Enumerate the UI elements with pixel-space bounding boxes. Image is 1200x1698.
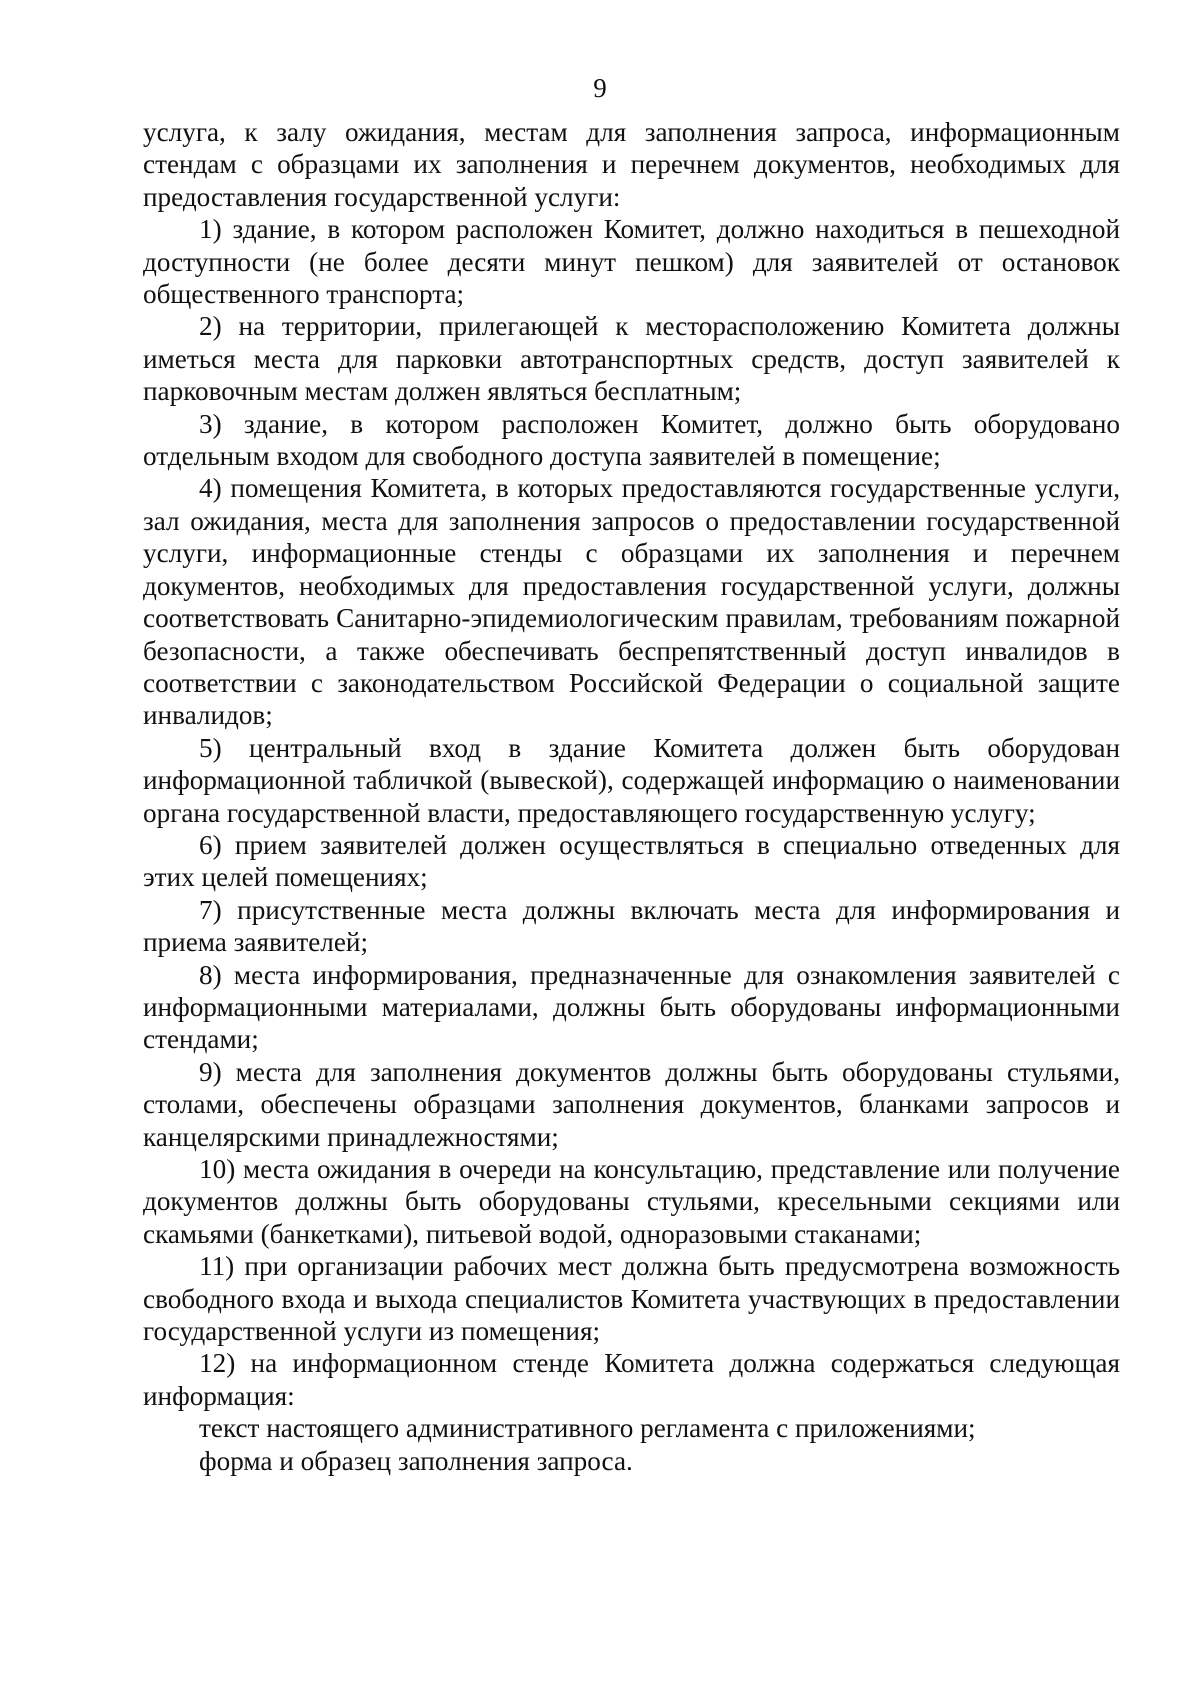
paragraph-intro: услуга, к залу ожидания, местам для заполнения запроса, информационным стендам с образцами их заполнения и перечнем документов, необходимых для предоставления государственной услуги: bbox=[143, 117, 1120, 212]
paragraph-item-4: 4) помещения Комитета, в которых предоставляются государственные услуги, зал ожидания, места для заполнения запросов о предоставлении государственной услуги, информационные стенды с образцами их заполнения и перечнем документов, необходимых для предоставления государственной услуги, должны соответствовать Санитарно-эпидемиологическим правилам, требованиям пожарной безопасности, а также обеспечивать беспрепятственный доступ инвалидов в соответствии с законодательством Российской Федерации о социальной защите инвалидов; bbox=[143, 473, 1120, 731]
paragraph-info-form: форма и образец заполнения запроса. bbox=[199, 1445, 633, 1476]
paragraph-item-3: 3) здание, в котором расположен Комитет, должно быть оборудовано отдельным входом для свободного доступа заявителей в помещение; bbox=[143, 408, 1120, 472]
paragraph-item-12: 12) на информационном стенде Комитета должна содержаться следующая информация: bbox=[143, 1348, 1120, 1411]
paragraph-item-6: 6) прием заявителей должен осуществляться в специально отведенных для этих целей помещениях; bbox=[143, 829, 1120, 893]
page-number: 9 bbox=[593, 73, 607, 103]
paragraph-item-1: 1) здание, в котором расположен Комитет, должно находиться в пешеходной доступности (не более десяти минут пешком) для заявителей от остановок общественного транспорта; bbox=[143, 214, 1120, 310]
document-body bbox=[143, 116, 1120, 1477]
paragraph-item-8: 8) места информирования, предназначенные для ознакомления заявителей с информационными материалами, должны быть оборудованы информационными стендами; bbox=[143, 959, 1120, 1055]
paragraph-item-10: 10) места ожидания в очереди на консультацию, представление или получение документов должны быть оборудованы стульями, кресельными секциями или скамьями (банкетками), питьевой водой, одноразовыми стаканами; bbox=[143, 1154, 1120, 1249]
paragraph-info-text: текст настоящего административного регламента с приложениями; bbox=[199, 1413, 976, 1444]
paragraph-item-11: 11) при организации рабочих мест должна быть предусмотрена возможность свободного входа и выхода специалистов Комитета участвующих в предоставлении государственной услуги из помещения; bbox=[143, 1251, 1120, 1347]
paragraph-item-5: 5) центральный вход в здание Комитета должен быть оборудован информационной табличкой (вывеской), содержащей информацию о наименовании органа государственной власти, предоставляющего государственную услугу; bbox=[143, 732, 1120, 828]
paragraph-item-7: 7) присутственные места должны включать места для информирования и приема заявителей; bbox=[143, 894, 1120, 958]
paragraph-item-9: 9) места для заполнения документов должны быть оборудованы стульями, столами, обеспечены образцами заполнения документов, бланками запросов и канцелярскими принадлежностями; bbox=[143, 1056, 1120, 1152]
paragraph-item-2: 2) на территории, прилегающей к месторасположению Комитета должны иметься места для парковки автотранспортных средств, доступ заявителей к парковочным местам должен являться бесплатным; bbox=[143, 311, 1120, 407]
